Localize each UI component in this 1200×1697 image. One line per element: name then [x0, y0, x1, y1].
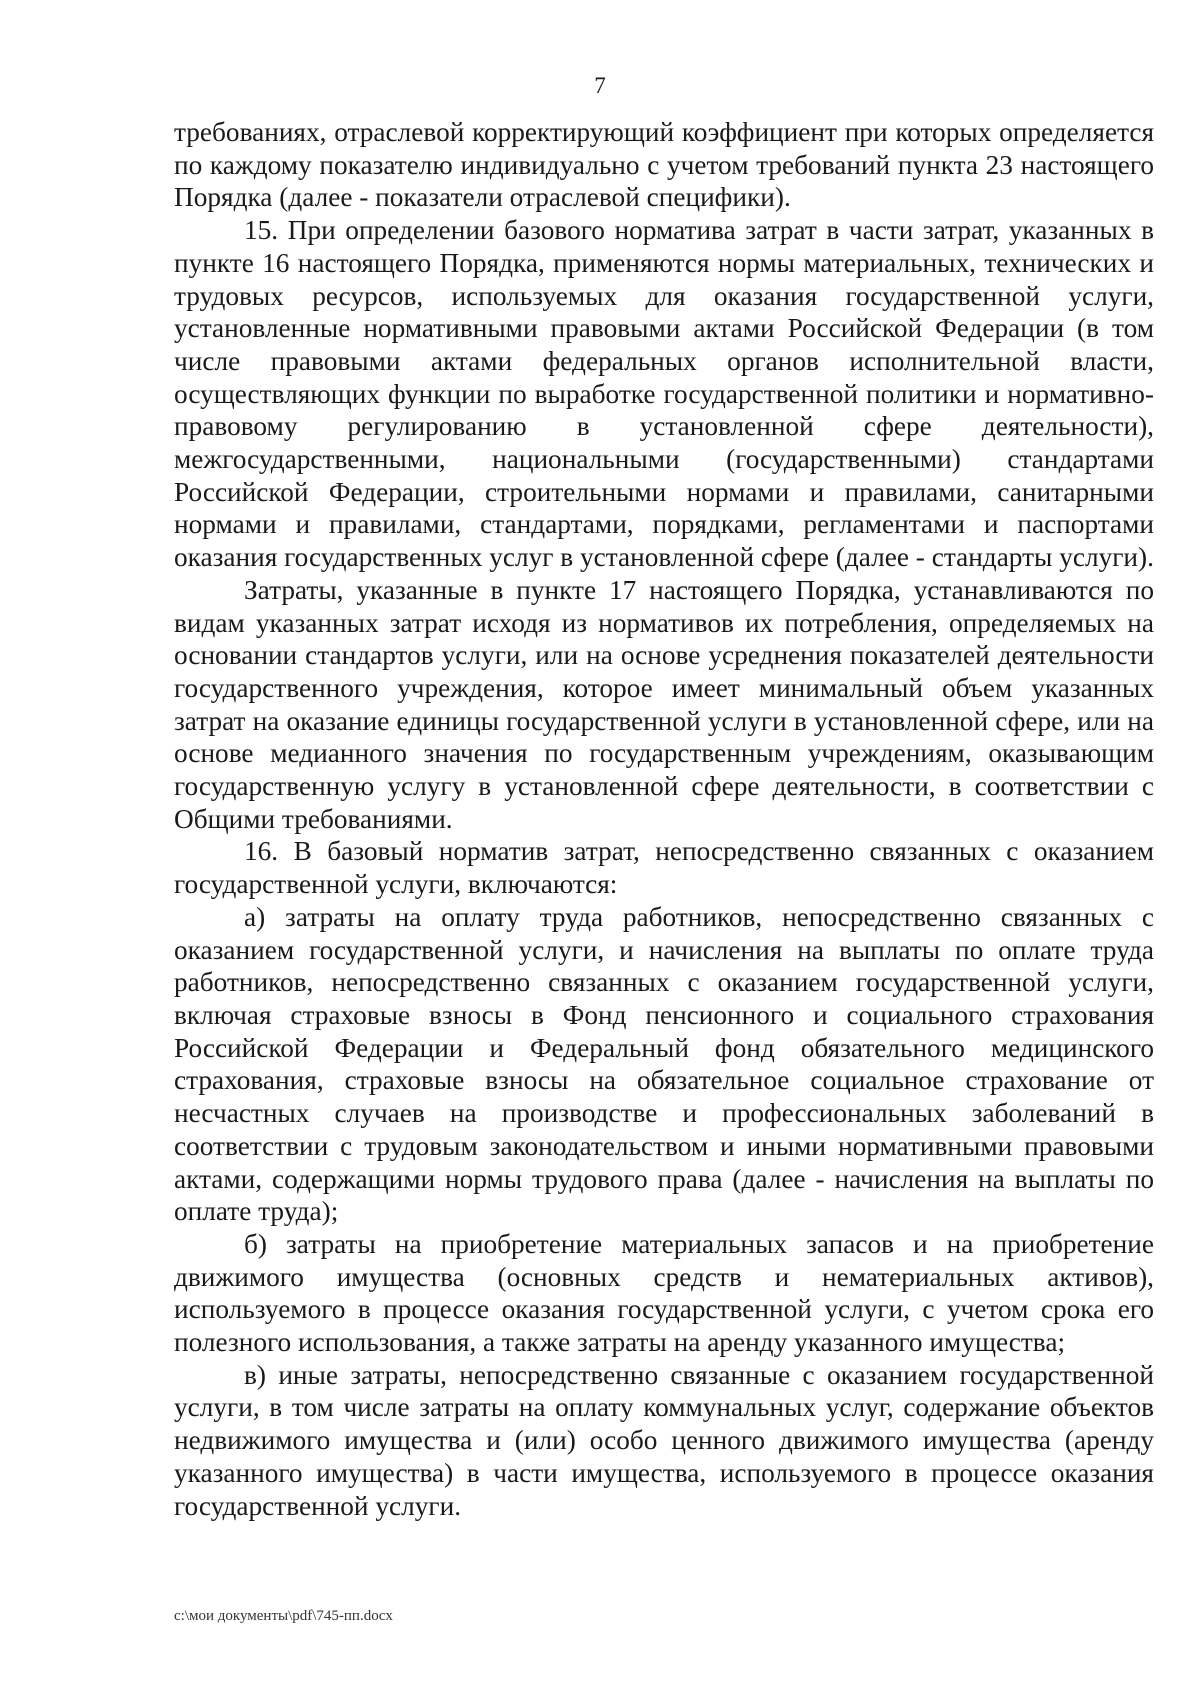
paragraph-continuation: требованиях, отраслевой корректирующий коэффициент при которых определяется по каждому показателю индивидуально с учетом требований пункта 23 настоящего Порядка (далее - показатели отраслевой специфики). [174, 117, 1154, 213]
document-body [174, 116, 1154, 1522]
paragraph-costs-clause-17: Затраты, указанные в пункте 17 настоящего Порядка, устанавливаются по видам указанных затрат исходя из нормативов их потребления, определяемых на основании стандартов услуги, или на основе усреднения показателей деятельности государственного учреждения, которое имеет минимальный объем указанных затрат на оказание единицы государственной услуги в установленной сфере, или на основе медианного значения по государственным учреждениям, оказывающим государственную услугу в установленной сфере деятельности, в соответствии с Общими требованиями. [174, 574, 1154, 834]
footer-file-path: c:\мои документы\pdf\745-пп.docx [174, 1608, 393, 1624]
paragraph-item-v: в) иные затраты, непосредственно связанные с оказанием государственной услуги, в том числе затраты на оплату коммунальных услуг, содержание объектов недвижимого имущества и (или) особо ценного движимого имущества (аренду указанного имущества) в части имущества, используемого в процессе оказания государственной услуги. [174, 1359, 1154, 1521]
paragraph-item-b: б) затраты на приобретение материальных запасов и на приобретение движимого имущества (основных средств и нематериальных активов), используемого в процессе оказания государственной услуги, с учетом срока его полезного использования, а также затраты на аренду указанного имущества; [174, 1228, 1154, 1358]
page-number: 7 [594, 73, 606, 98]
paragraph-clause-16: 16. В базовый норматив затрат, непосредственно связанных с оказанием государственной услуги, включаются: [174, 836, 1154, 900]
paragraph-item-a: а) затраты на оплату труда работников, непосредственно связанных с оказанием государственной услуги, и начисления на выплаты по оплате труда работников, непосредственно связанных с оказанием государственной услуги, включая страховые взносы в Фонд пенсионного и социального страхования Российской Федерации и Федеральный фонд обязательного медицинского страхования, страховые взносы на обязательное социальное страхование от несчастных случаев на производстве и профессиональных заболеваний в соответствии с трудовым законодательством и иными нормативными правовыми актами, содержащими нормы трудового права (далее - начисления на выплаты по оплате труда); [174, 901, 1154, 1227]
paragraph-clause-15: 15. При определении базового норматива затрат в части затрат, указанных в пункте 16 настоящего Порядка, применяются нормы материальных, технических и трудовых ресурсов, используемых для оказания государственной услуги, установленные нормативными правовыми актами Российской Федерации (в том числе правовыми актами федеральных органов исполнительной власти, осуществляющих функции по выработке государственной политики и нормативно-правовому регулированию в установленной сфере деятельности), межгосударственными, национальными (государственными) стандартами Российской Федерации, строительными нормами и правилами, санитарными нормами и правилами, стандартами, порядками, регламентами и паспортами оказания государственных услуг в установленной сфере (далее - стандарты услуги). [174, 215, 1154, 573]
